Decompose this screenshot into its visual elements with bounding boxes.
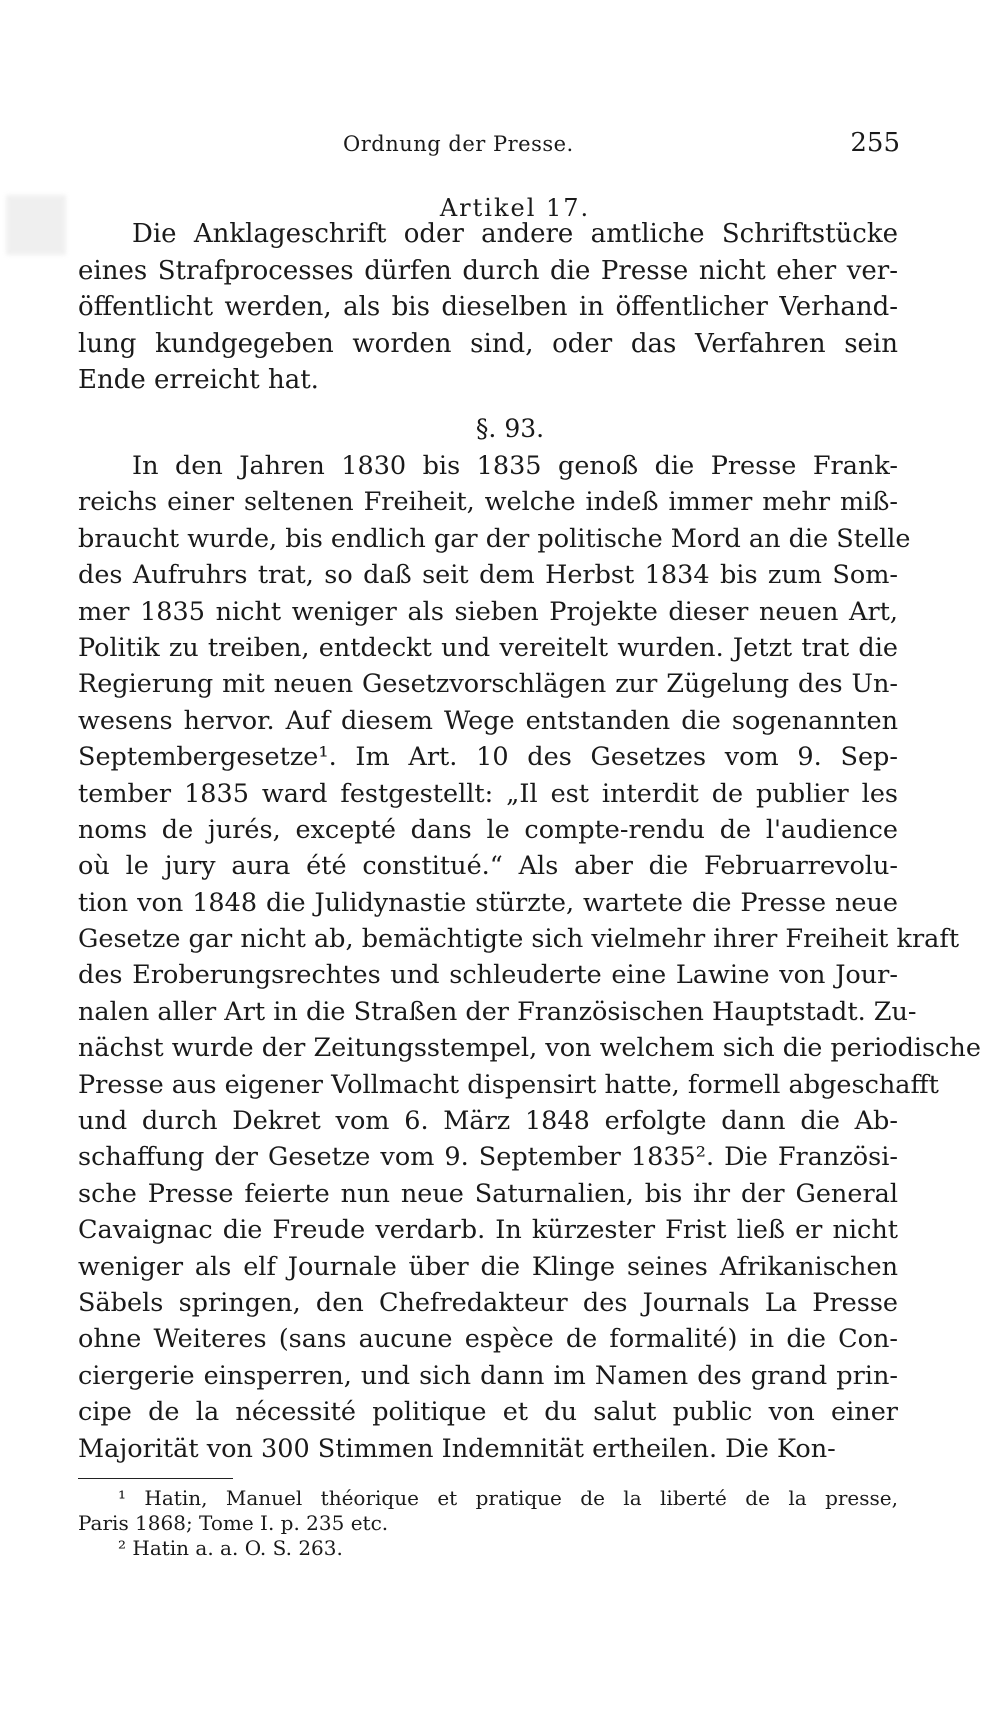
- text-line: nächst wurde der Zeitungsstempel, von welchem sich die periodische: [78, 1033, 981, 1064]
- text-line: des Aufruhrs trat, so daß seit dem Herbst 1834 bis zum Som-: [78, 560, 898, 591]
- text-line: braucht wurde, bis endlich gar der politische Mord an die Stelle: [78, 523, 911, 554]
- text-line: tion von 1848 die Julidynastie stürzte, wartete die Presse neue: [78, 887, 898, 918]
- text-line: und durch Dekret vom 6. März 1848 erfolgte dann die Ab-: [78, 1106, 898, 1137]
- text-line: Majorität von 300 Stimmen Indemnität ertheilen. Die Kon-: [78, 1433, 836, 1464]
- text-line: Cavaignac die Freude verdarb. In kürzester Frist ließ er nicht: [78, 1215, 898, 1246]
- footnote-rule: [78, 1478, 233, 1479]
- text-line: ¹ Hatin, Manuel théorique et pratique de la liberté de la presse,: [118, 1486, 898, 1510]
- text-line: Politik zu treiben, entdeckt und vereitelt wurden. Jetzt trat die: [78, 632, 898, 663]
- text-line: noms de jurés, excepté dans le compte-rendu de l'audience: [78, 814, 898, 845]
- text-line: Paris 1868; Tome I. p. 235 etc.: [78, 1511, 389, 1535]
- text-line: mer 1835 nicht weniger als sieben Projekte dieser neuen Art,: [78, 596, 898, 627]
- text-line: Presse aus eigener Vollmacht dispensirt hatte, formell abgeschafft: [78, 1069, 939, 1100]
- text-line: tember 1835 ward festgestellt: „Il est interdit de publier les: [78, 778, 898, 809]
- text-line: ohne Weiteres (sans aucune espèce de formalité) in die Con-: [78, 1324, 898, 1355]
- text-line: Gesetze gar nicht ab, bemächtigte sich vielmehr ihrer Freiheit kraft: [78, 924, 960, 955]
- text-line: In den Jahren 1830 bis 1835 genoß die Presse Frank-: [132, 451, 898, 481]
- text-line: eines Strafprocesses dürfen durch die Presse nicht eher ver-: [78, 255, 898, 286]
- text-line: Septembergesetze¹. Im Art. 10 des Gesetzes vom 9. Sep-: [78, 742, 898, 773]
- text-line: où le jury aura été constitué.“ Als aber die Februarrevolu-: [78, 851, 898, 882]
- text-line: ciergerie einsperren, und sich dann im Namen des grand prin-: [78, 1360, 898, 1391]
- text-line: Die Anklageschrift oder andere amtliche Schriftstücke: [132, 219, 898, 249]
- text-line: wesens hervor. Auf diesem Wege entstanden die sogenannten: [78, 705, 898, 736]
- text-line: Säbels springen, den Chefredakteur des Journals La Presse: [78, 1287, 898, 1318]
- text-line: weniger als elf Journale über die Klinge seines Afrikanischen: [78, 1251, 898, 1282]
- text-line: des Eroberungsrechtes und schleuderte eine Lawine von Jour-: [78, 960, 898, 991]
- text-line: nalen aller Art in die Straßen der Französischen Hauptstadt. Zu-: [78, 996, 917, 1027]
- text-line: ² Hatin a. a. O. S. 263.: [118, 1536, 343, 1560]
- text-line: Regierung mit neuen Gesetzvorschlägen zur Zügelung des Un-: [78, 669, 898, 700]
- section-heading: §. 93.: [475, 414, 545, 443]
- article-paragraph: [78, 216, 898, 399]
- article-heading: Artikel 17.: [439, 194, 591, 222]
- text-line: schaffung der Gesetze vom 9. September 1835². Die Französi-: [78, 1142, 898, 1173]
- running-title: Ordnung der Presse.: [343, 132, 574, 156]
- text-line: reichs einer seltenen Freiheit, welche indeß immer mehr miß-: [78, 487, 898, 518]
- text-line: cipe de la nécessité politique et du salut public von einer: [78, 1397, 898, 1428]
- page-number: 255: [850, 128, 900, 158]
- text-line: lung kundgegeben worden sind, oder das Verfahren sein: [78, 328, 898, 359]
- footnotes: [78, 1486, 898, 1561]
- text-line: öffentlicht werden, als bis dieselben in öffentlicher Verhand-: [78, 292, 898, 323]
- section-paragraph: [78, 448, 981, 1467]
- text-line: sche Presse feierte nun neue Saturnalien, bis ihr der General: [78, 1178, 898, 1209]
- text-line: Ende erreicht hat.: [78, 365, 319, 396]
- running-head: [78, 128, 900, 168]
